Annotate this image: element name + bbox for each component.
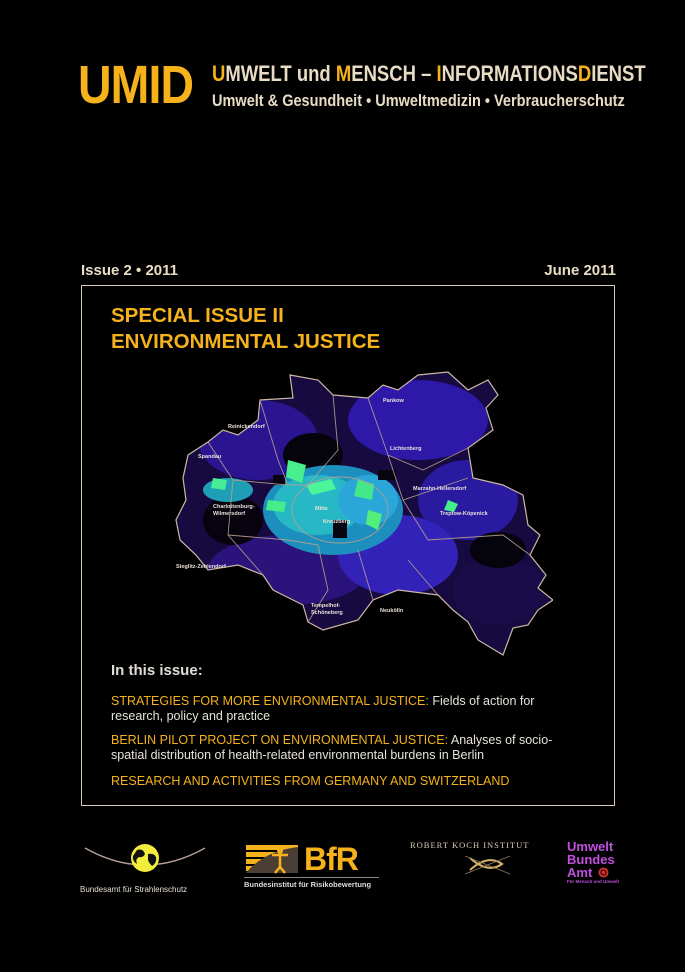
svg-text:Tempelhof-: Tempelhof- bbox=[311, 603, 341, 609]
contents-item bbox=[111, 733, 571, 763]
contents-item-key: STRATEGIES FOR MORE ENVIRONMENTAL JUSTICE: bbox=[111, 694, 429, 708]
svg-text:Neukölln: Neukölln bbox=[380, 608, 404, 614]
contents-item-key: BERLIN PILOT PROJECT ON ENVIRONMENTAL JUSTICE: bbox=[111, 733, 449, 747]
uba-line: Umwelt bbox=[567, 839, 614, 854]
title-part: IENST bbox=[591, 61, 646, 86]
svg-text:Schöneberg: Schöneberg bbox=[311, 610, 343, 616]
uba-logo bbox=[567, 840, 623, 890]
bfs-logo bbox=[80, 842, 210, 892]
issue-number: Issue 2 • 2011 bbox=[81, 262, 178, 279]
feature-title bbox=[111, 303, 380, 355]
rki-emblem-icon bbox=[410, 850, 535, 876]
contents-item-key: RESEARCH AND ACTIVITIES FROM GERMANY AND SWITZERLAND bbox=[111, 774, 510, 788]
uba-emblem-icon bbox=[598, 867, 609, 878]
contents-item bbox=[111, 774, 571, 789]
uba-tagline: Für Mensch und Umwelt bbox=[567, 879, 620, 884]
issue-date: June 2011 bbox=[544, 262, 616, 279]
svg-text:Steglitz-Zehlendorf: Steglitz-Zehlendorf bbox=[176, 564, 226, 570]
title-part: M bbox=[335, 61, 352, 86]
masthead-subtitle: Umwelt & Gesundheit • Umweltmedizin • Verbraucherschutz bbox=[212, 92, 625, 110]
umid-logo: UMID bbox=[78, 55, 194, 115]
svg-text:Wilmersdorf: Wilmersdorf bbox=[213, 511, 246, 517]
svg-text:Spandau: Spandau bbox=[198, 454, 222, 460]
feature-title-line1: SPECIAL ISSUE II bbox=[111, 304, 284, 327]
svg-text:Mitte: Mitte bbox=[315, 506, 328, 512]
bfr-logo bbox=[244, 842, 379, 892]
contents-item bbox=[111, 694, 571, 724]
svg-text:Treptow-Köpenick: Treptow-Köpenick bbox=[440, 511, 488, 517]
bfr-mark: BfR bbox=[304, 840, 358, 877]
title-part: MWELT und bbox=[225, 61, 336, 86]
svg-text:Reinickendorf: Reinickendorf bbox=[228, 424, 265, 430]
rki-logo bbox=[410, 840, 535, 880]
uba-line: Amt bbox=[567, 865, 593, 880]
contents-item-desc: Fields of action for research, policy and practice bbox=[111, 694, 535, 723]
human-figure-icon bbox=[244, 843, 300, 875]
svg-text:Charlottenburg-: Charlottenburg- bbox=[213, 504, 255, 510]
svg-text:Lichtenberg: Lichtenberg bbox=[390, 446, 422, 452]
bfs-name: Bundesamt für Strahlenschutz bbox=[80, 885, 188, 894]
rki-name: ROBERT KOCH INSTITUT bbox=[410, 840, 530, 850]
title-part: D bbox=[577, 61, 592, 86]
masthead-title bbox=[212, 63, 646, 85]
feature-title-line2: ENVIRONMENTAL JUSTICE bbox=[111, 330, 381, 353]
svg-text:Pankow: Pankow bbox=[383, 398, 404, 404]
contents-item-desc: Analyses of socio-spatial distribution of health-related environmental burdens in Berlin bbox=[111, 733, 553, 762]
contents-heading: In this issue: bbox=[111, 662, 203, 679]
berlin-district-map bbox=[168, 360, 553, 660]
title-part: I bbox=[436, 61, 442, 86]
svg-text:Marzahn-Hellersdorf: Marzahn-Hellersdorf bbox=[413, 486, 467, 492]
uba-line: Bundes bbox=[567, 852, 615, 867]
title-part: U bbox=[212, 61, 226, 86]
svg-text:Kreuzberg: Kreuzberg bbox=[323, 519, 351, 525]
title-part: NFORMATIONS bbox=[441, 61, 578, 86]
globe-icon bbox=[80, 842, 210, 878]
bfr-name: Bundesinstitut für Risikobewertung bbox=[244, 877, 379, 889]
title-part: ENSCH – bbox=[351, 61, 437, 86]
